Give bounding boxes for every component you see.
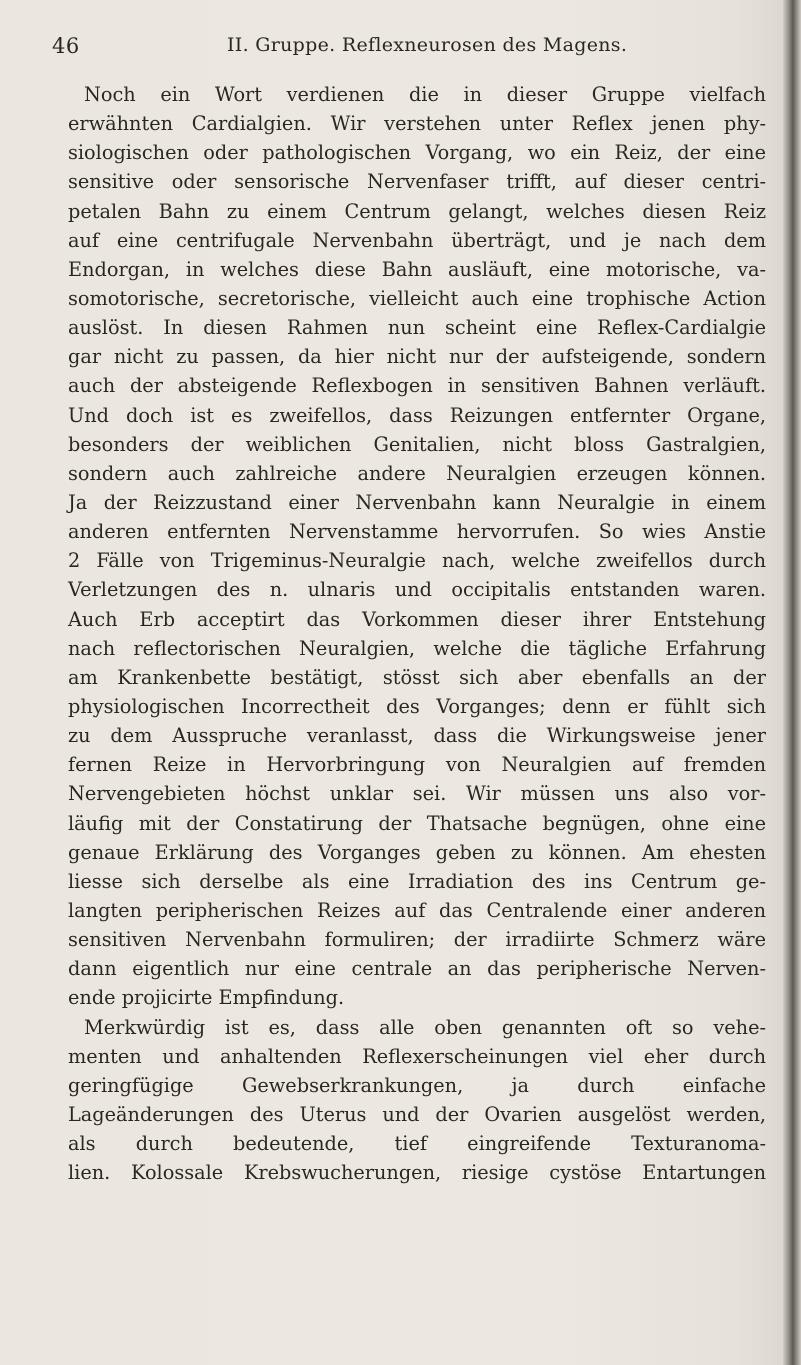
text-line: auch der absteigende Reflexbogen in sensitiven Bahnen verläuft. — [68, 374, 766, 398]
text-line: erwähnten Cardialgien. Wir verstehen unter Reflex jenen phy- — [68, 112, 766, 136]
text-line: Endorgan, in welches diese Bahn ausläuft, eine motorische, va- — [68, 257, 766, 281]
text-line: Lageänderungen des Uterus und der Ovarien ausgelöst werden, — [68, 1102, 766, 1126]
text-line: petalen Bahn zu einem Centrum gelangt, welches diesen Reiz — [68, 199, 766, 223]
text-line: Noch ein Wort verdienen die in dieser Gruppe vielfach — [84, 83, 766, 106]
body-text — [68, 80, 766, 1187]
text-line: gar nicht zu passen, da hier nicht nur der aufsteigende, sondern — [68, 345, 766, 369]
page-number: 46 — [52, 34, 80, 58]
text-line: als durch bedeutende, tief eingreifende Texturanoma- — [68, 1132, 766, 1156]
text-line: Merkwürdig ist es, dass alle oben genannten oft so vehe- — [84, 1015, 766, 1039]
text-line: am Krankenbette bestätigt, stösst sich aber ebenfalls an der — [68, 665, 766, 689]
text-line: liesse sich derselbe als eine Irradiation des ins Centrum ge- — [68, 869, 766, 893]
text-line: somotorische, secretorische, vielleicht auch eine trophische Action — [68, 286, 766, 310]
text-line: sensitiven Nervenbahn formuliren; der irradiirte Schmerz wäre — [68, 928, 766, 952]
text-line: läufig mit der Constatirung der Thatsache begnügen, ohne eine — [68, 811, 766, 835]
text-line: sondern auch zahlreiche andere Neuralgien erzeugen können. — [68, 461, 766, 485]
running-head: II. Gruppe. Reflexneurosen des Magens. — [227, 34, 628, 56]
page-header — [0, 34, 780, 64]
text-line: sensitive oder sensorische Nervenfaser trifft, auf dieser centri- — [68, 170, 766, 194]
text-line: dann eigentlich nur eine centrale an das peripherische Nerven- — [68, 957, 766, 981]
text-line: physiologischen Incorrectheit des Vorganges; denn er fühlt sich — [68, 694, 766, 718]
text-line: Nervengebieten höchst unklar sei. Wir müssen uns also vor- — [68, 782, 766, 806]
text-line: besonders der weiblichen Genitalien, nicht bloss Gastralgien, — [68, 432, 766, 456]
text-line: Auch Erb acceptirt das Vorkommen dieser ihrer Entstehung — [68, 607, 766, 631]
text-line: siologischen oder pathologischen Vorgang, wo ein Reiz, der eine — [68, 141, 766, 165]
text-line: fernen Reize in Hervorbringung von Neuralgien auf fremden — [68, 753, 766, 777]
text-line: lien. Kolossale Krebswucherungen, riesige cystöse Entartungen — [68, 1161, 766, 1185]
text-line: auslöst. In diesen Rahmen nun scheint eine Reflex-Cardialgie — [68, 316, 766, 340]
text-line: Ja der Reizzustand einer Nervenbahn kann Neuralgie in einem — [68, 490, 766, 514]
text-line: auf eine centrifugale Nervenbahn überträgt, und je nach dem — [68, 228, 766, 252]
text-line: 2 Fälle von Trigeminus-Neuralgie nach, welche zweifellos durch — [68, 549, 766, 573]
text-line: ende projicirte Empfindung. — [68, 986, 345, 1010]
text-line: Verletzungen des n. ulnaris und occipitalis entstanden waren. — [68, 578, 766, 602]
text-line: zu dem Ausspruche veranlasst, dass die Wirkungsweise jener — [68, 724, 766, 748]
text-line: langten peripherischen Reizes auf das Centralende einer anderen — [68, 898, 766, 922]
page-edge-shadow — [783, 0, 801, 1365]
text-line: menten und anhaltenden Reflexerscheinungen viel eher durch — [68, 1044, 766, 1068]
text-line: genaue Erklärung des Vorganges geben zu können. Am ehesten — [68, 840, 766, 864]
text-line: nach reflectorischen Neuralgien, welche die tägliche Erfahrung — [68, 636, 766, 660]
text-line: geringfügige Gewebserkrankungen, ja durch einfache — [68, 1073, 766, 1097]
text-line: anderen entfernten Nervenstamme hervorrufen. So wies Anstie — [68, 520, 766, 544]
text-line: Und doch ist es zweifellos, dass Reizungen entfernter Organe, — [68, 403, 766, 427]
